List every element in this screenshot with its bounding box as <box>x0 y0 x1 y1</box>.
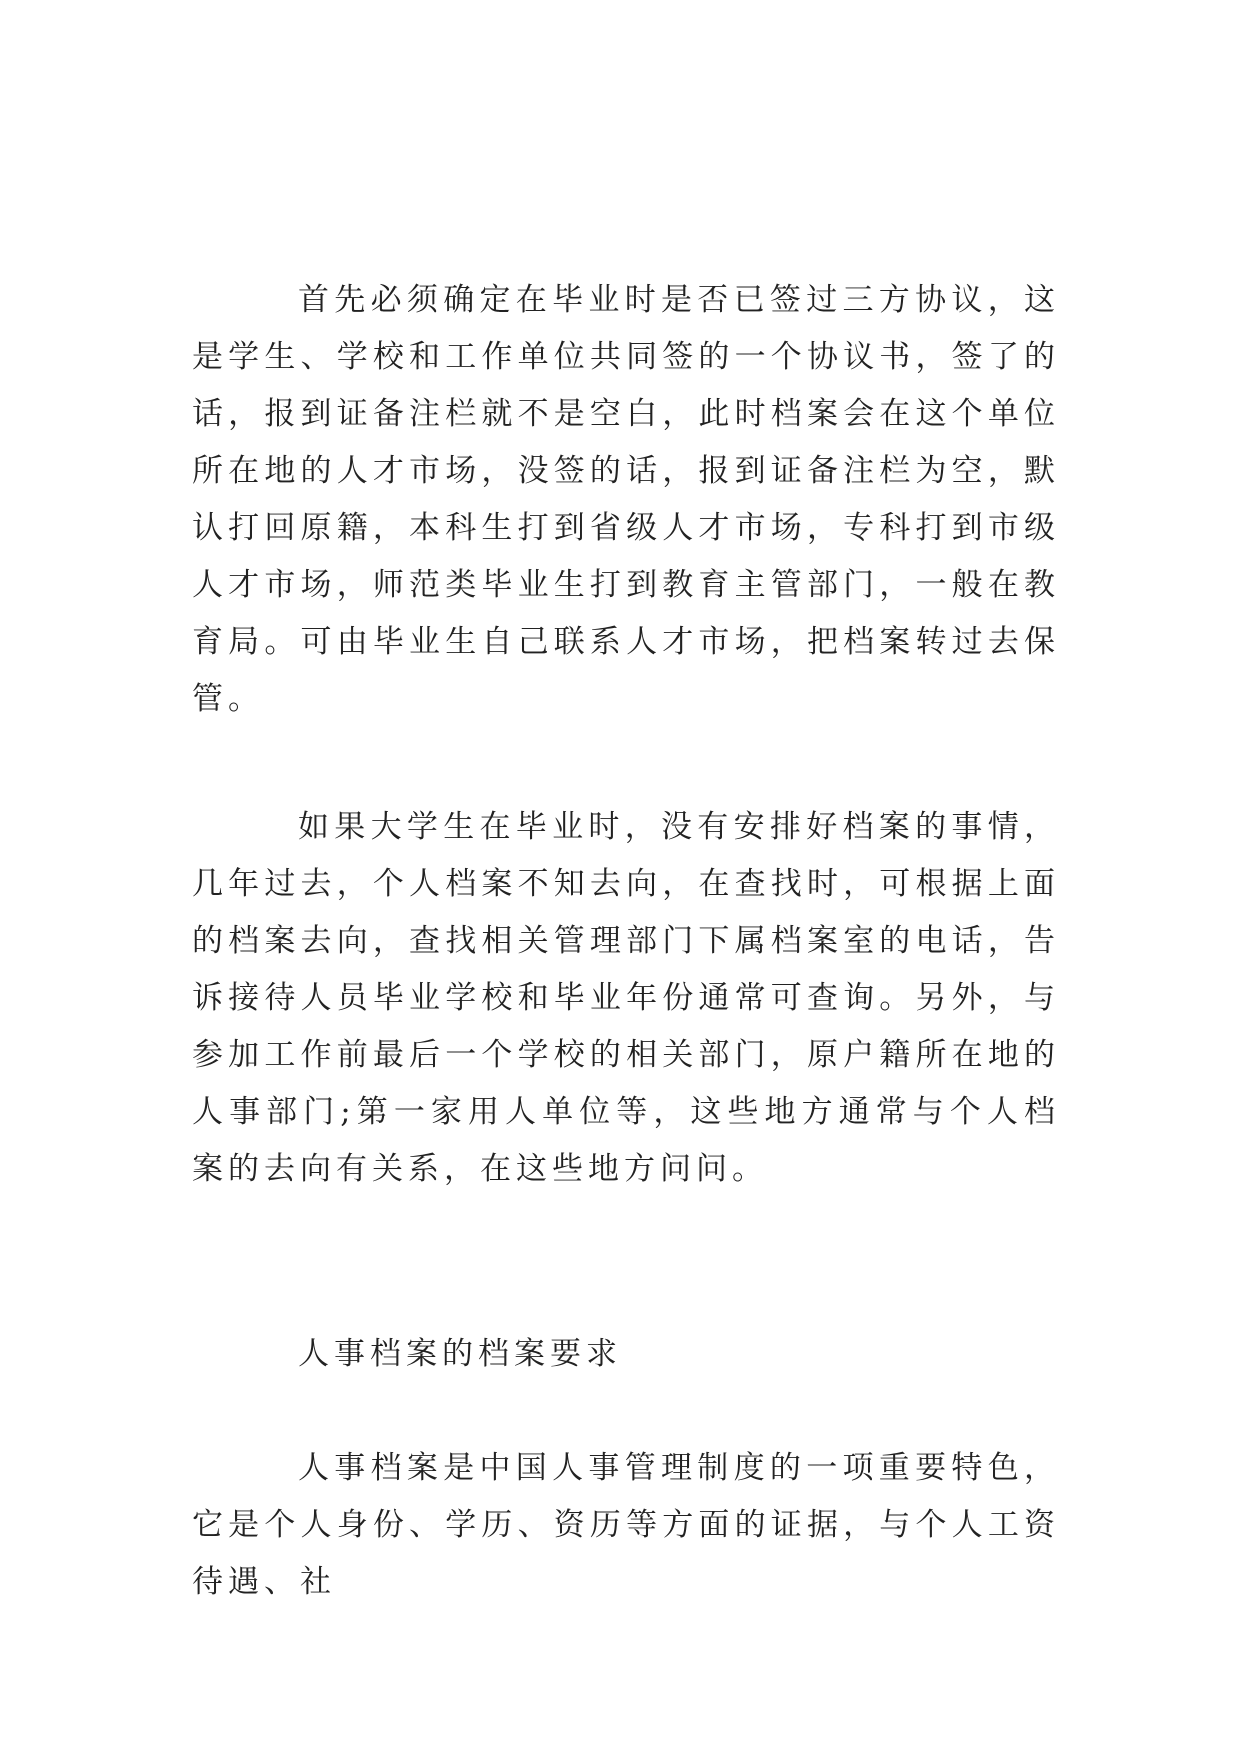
paragraph-archive-requirements: 人事档案是中国人事管理制度的一项重要特色，它是个人身份、学历、资历等方面的证据，与个人工资待遇、社 <box>192 1450 1060 1600</box>
paragraph-archive-destination: 首先必须确定在毕业时是否已签过三方协议，这是学生、学校和工作单位共同签的一个协议书，签了的话，报到证备注栏就不是空白，此时档案会在这个单位所在地的人才市场，没签的话，报到证备注栏为空，默认打回原籍，本科生打到省级人才市场，专科打到市级人才市场，师范类毕业生打到教育主管部门，一般在教育局。可由毕业生自己联系人才市场，把档案转过去保管。 <box>192 282 1060 717</box>
paragraph-archive-search: 如果大学生在毕业时，没有安排好档案的事情，几年过去，个人档案不知去向，在查找时，可根据上面的档案去向，查找相关管理部门下属档案室的电话，告诉接待人员毕业学校和毕业年份通常可查询。另外，与参加工作前最后一个学校的相关部门，原户籍所在地的人事部门;第一家用人单位等，这些地方通常与个人档案的去向有关系，在这些地方问问。 <box>192 809 1060 1187</box>
section-heading: 人事档案的档案要求 <box>298 1336 622 1372</box>
